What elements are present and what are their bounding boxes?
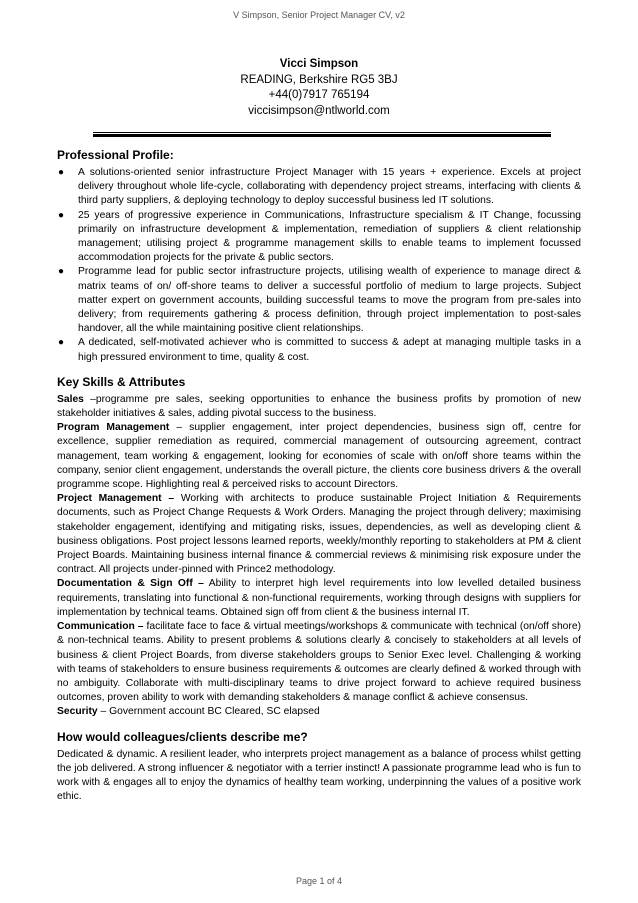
profile-item [57,336,581,364]
profile-item [57,209,581,266]
skill-title: Security [57,706,98,718]
bullet-icon: ● [58,266,65,278]
profile-item-text: A dedicated, self-motivated achiever who is committed to success & adept at managing multiple tasks in a high pressured environment to time, quality & cost. [78,337,581,363]
skill-title: Communication – [57,621,144,633]
profile-list [57,166,581,365]
skill-item [57,421,581,492]
describe-heading: How would colleagues/clients describe me? [57,729,308,744]
profile-heading: Professional Profile: [57,148,174,162]
candidate-name: Vicci Simpson [279,58,359,70]
bullet-icon: ● [58,209,65,221]
profile-item [57,166,581,209]
header-divider-thin [93,132,551,133]
running-header: V Simpson, Senior Project Manager CV, v2 [233,10,405,20]
profile-item-text: Programme lead for public sector infrastructure projects, utilising wealth of experience to manage direct & matrix teams of on/ off-shore teams to deliver a successful portfolio of medium to large projects. Subject matter expert on government accounts, building successful teams to move the program from pre-sales into delivery; from requirements gathering & process definition, through project implementation to post-sales handover, all the while maintaining positive client relationships. [78,266,581,335]
contact-block [0,57,638,119]
skill-title: Program Management [57,422,170,434]
profile-item [57,265,581,336]
skills-heading: Key Skills & Attributes [57,374,186,389]
bullet-icon: ● [58,337,65,349]
skill-title: Project Management – [57,493,175,505]
describe-text: Dedicated & dynamic. A resilient leader, who interprets project management as a balance of process whilst getting the job delivered. A strong influencer & negotiator with a terrier instinct! A passionate programme lead who is fun to work with & engages all to enjoy the dynamics of healthy team working, underpinning the values of a positive work ethic. [57,748,581,803]
skill-text: – supplier engagement, inter project dependencies, business sign off, centre for excellence, supplier remediation as required, commercial management of outsourcing agreement, contract management, team working & engagement, looking for economies of scale with on/off shore teams within the company, senior client engagement, understands the overall picture, the clients core business drivers & the overall programme scope. Highlighting real & perceived risks to account Directors. [57,422,581,491]
skill-title: Documentation & Sign Off – [57,578,204,590]
profile-section [57,148,581,365]
skill-item [57,393,581,421]
skill-item [57,620,581,705]
skill-text: – Government account BC Cleared, SC elapsed [97,706,320,718]
page-number: Page 1 of 4 [295,876,343,886]
skill-text: Ability to interpret high level requirements into low levelled detailed business requirements, translating into functional & non-functional requirements, working through designs with suppliers for implementation by technical teams. Obtained sign off from client & the business internal IT. [57,578,581,618]
profile-item-text: 25 years of progressive experience in Communications, Infrastructure specialism & IT Change, focussing primarily on infrastructure development & implementation, remediation of suppliers & client relationship management; utilising project & programme management skills to enable teams to implement focussed accommodation projects for the private & public sectors. [78,209,581,264]
bullet-icon: ● [58,167,65,178]
skills-section [57,375,581,720]
skill-text: Working with architects to produce sustainable Project Initiation & Requirements documents, such as Project Change Requests & Work Orders. Managing the project through delivery; maximising stakeholder engagement, identifying and mitigating risks, issues, dependencies, as well as developing client & business obligations. Post project lessons learned reports, weekly/monthly reporting to stakeholders at PM & client Project Boards. Maintaining business internal finance & commercial reviews & minimising risk exposure under the contract. All projects under-pinned with Prince2 methodology. [57,493,581,576]
email: viccisimpson@ntlworld.com [248,104,390,117]
header-divider-thick [93,134,551,137]
skill-item [57,705,581,719]
skill-item [57,492,581,577]
describe-section [57,730,581,805]
phone: +44(0)7917 765194 [268,89,370,101]
skill-text: –programme pre sales, seeking opportunities to enhance the business profits by promotion of new stakeholder initiatives & sales, adding pivotal success to the business. [57,393,581,420]
skill-title: Sales [57,393,84,405]
address: READING, Berkshire RG5 3BJ [240,73,398,86]
profile-item-text: A solutions-oriented senior infrastructure Project Manager with 15 years + experience. Excels at project delivery throughout whole life-cycle, collaborating with dependency project streams, interfacing with clients & third party suppliers, & deploying technology to deploy successful business led IT solutions. [78,167,581,207]
document-body [57,148,581,814]
skill-item [57,577,581,620]
skill-text: facilitate face to face & virtual meetings/workshops & communicate with technical (on/off shore) & non-technical teams. Ability to present problems & solutions clearly & concisely to stakeholders at all levels of business & client Project Boards, from diverse stakeholders groups to Senior Exec level. Challenging & working with teams of stakeholders to ensure business requirements & outcomes are clearly defined & worked through with no ambiguity. Collaborate with multi-disciplinary teams to drive project forward to achieve required business outcomes, proven ability to work with demanding stakeholders & manage conflict & achieve consensus. [57,621,581,704]
